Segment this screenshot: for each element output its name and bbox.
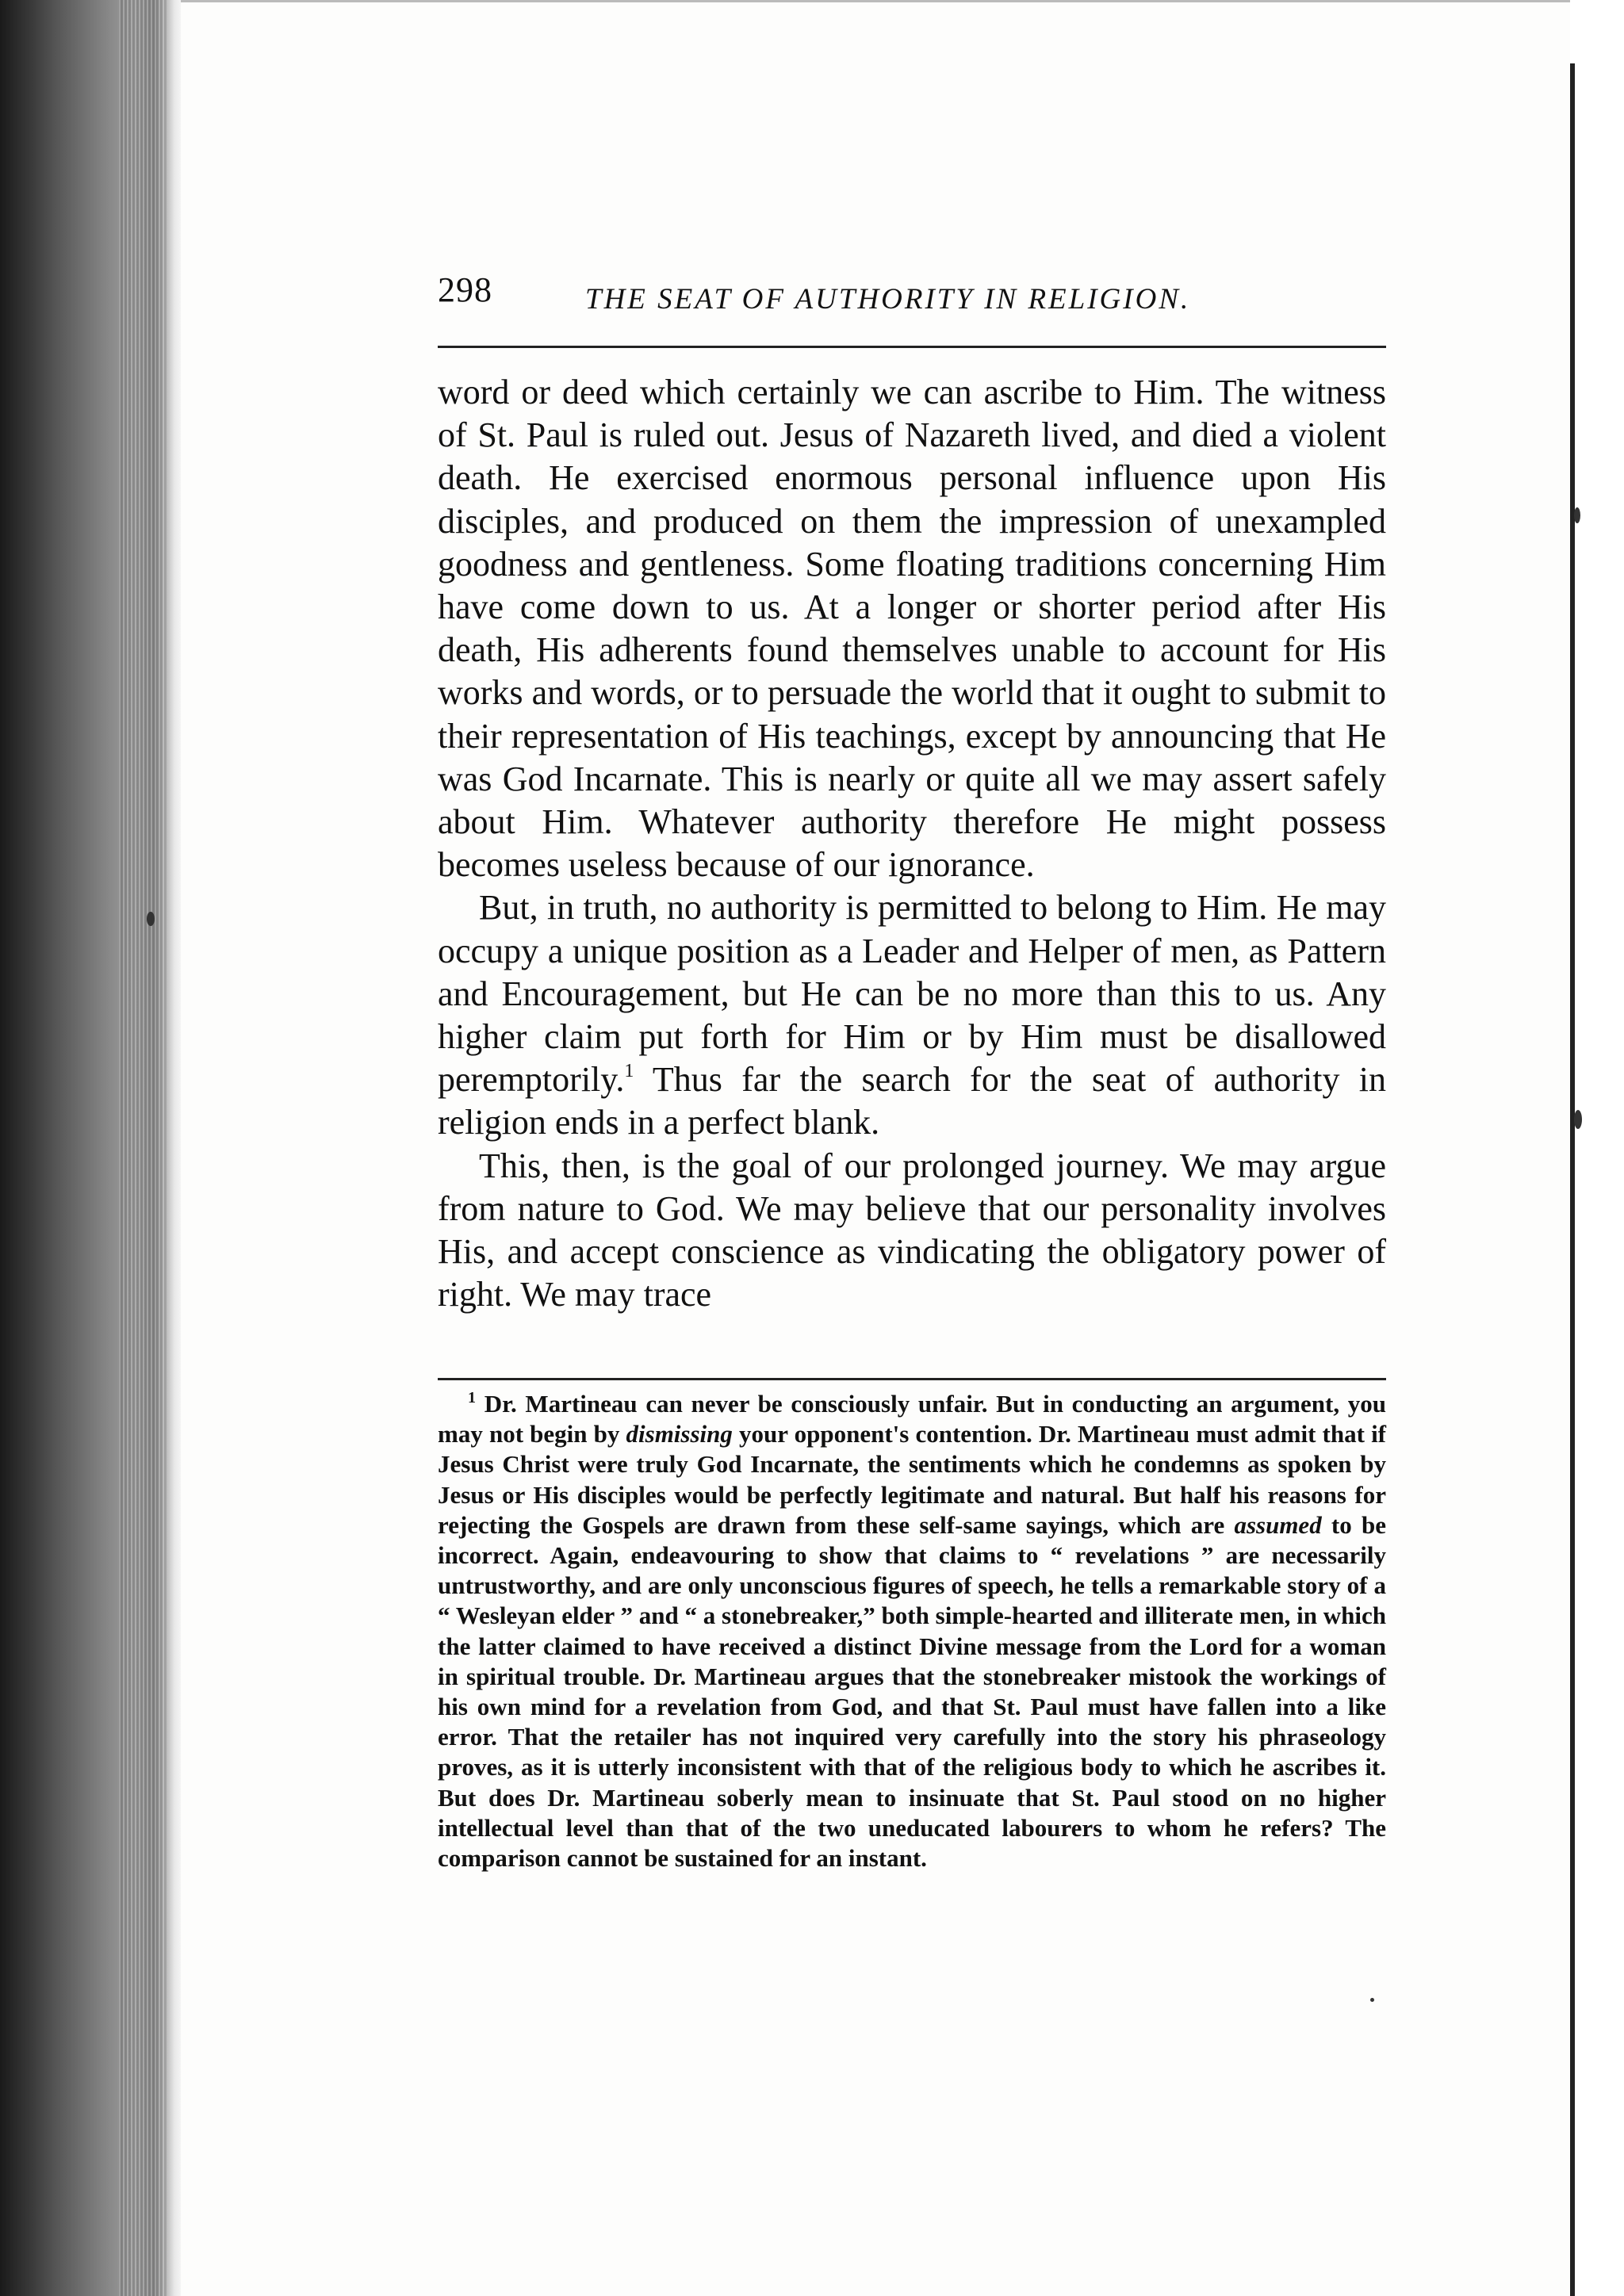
page-right-edge — [1570, 63, 1575, 2296]
footnote — [438, 1389, 1386, 1873]
footnote-italic: dismissing — [626, 1420, 733, 1448]
running-title: THE SEAT OF AUTHORITY IN RELIGION. — [585, 283, 1191, 316]
main-text — [438, 371, 1386, 1316]
paragraph — [438, 886, 1386, 1144]
paragraph — [438, 1145, 1386, 1317]
footnote-rule — [438, 1378, 1386, 1380]
paragraph-text: Thus far the search for the seat of authority in religion ends in a perfect blank. — [438, 1060, 1386, 1142]
paragraph-text: word or deed which certainly we can ascribe to Him. The witness of St. Paul is ruled out. Jesus of Nazareth lived, and died a violent death. He exercised enormous personal influence upon His disciples, and produced on them the impression of unexampled goodness and gentleness. Some floating traditions concerning Him have come down to us. At a longer or shorter period after His death, His adherents found themselves unable to account for His works and words, or to persuade the world that it ought to submit to their representation of His teachings, except by announcing that He was God Incarnate. This is nearly or quite all we may assert safely about Him. Whatever authority therefore He might possess becomes useless because of our ignorance. — [438, 373, 1386, 885]
page-number: 298 — [438, 270, 492, 309]
paragraph — [438, 371, 1386, 886]
footnote-reference: 1 — [624, 1061, 634, 1082]
running-head — [438, 270, 1386, 341]
scan-speck — [1370, 1998, 1374, 2002]
footnote-text: Dr. Martineau can never be consciously unfair. But in conducting an argument, you may not begin by — [438, 1390, 1386, 1448]
page-edges — [119, 0, 167, 2296]
paragraph-text: But, in truth, no authority is permitted to belong to Him. He may occupy a unique position as a Leader and Helper of men, as Pattern and Encouragement, but He can be no more than this to us. Any higher claim put forth for Him or by Him must be disallowed peremptorily. — [438, 888, 1386, 1100]
paragraph-text: This, then, is the goal of our prolonged journey. We may argue from nature to God. We may believe that our personality involves His, and accept conscience as vindicating the obligatory power of right. We may trace — [438, 1146, 1386, 1314]
scan-speck — [147, 912, 155, 926]
footnote-text: your opponent's contention. Dr. Martineau must admit that if Jesus Christ were truly God Incarnate, the sentiments which he condemns as spoken by Jesus or His disciples would be perfectly legitimate and natural. But half his reasons for rejecting the Gospels are drawn from these self-same sayings, which are — [438, 1420, 1387, 1539]
footnote-paragraph — [438, 1389, 1386, 1873]
scan-speck — [1574, 1110, 1582, 1129]
footnote-italic: assumed — [1234, 1510, 1322, 1539]
footnote-marker: 1 — [468, 1389, 476, 1406]
scan-speck — [1574, 507, 1580, 523]
header-rule — [438, 346, 1386, 348]
footnote-text: to be incorrect. Again, endeavouring to show that claims to “ revelations ” are necessarily untrustworthy, and are only unconscious figures of speech, he tells a remarkable story of a “ Wesleyan elder ” and “ a stonebreaker,” both simple-hearted and illiterate men, in which the latter claimed to have received a distinct Divine message from the Lord for a woman in spiritual trouble. Dr. Martineau argues that the stonebreaker mistook the workings of his own mind for a revelation from God, and that St. Paul must have fallen into a like error. That the retailer has not inquired very carefully into the story his phraseology proves, as it is utterly inconsistent with that of the religious body to which he ascribes it. But does Dr. Martineau soberly mean to insinuate that St. Paul stood on no higher intellectual level than that of the two uneducated labourers to whom he refers? The comparison cannot be sustained for an instant. — [438, 1510, 1386, 1873]
